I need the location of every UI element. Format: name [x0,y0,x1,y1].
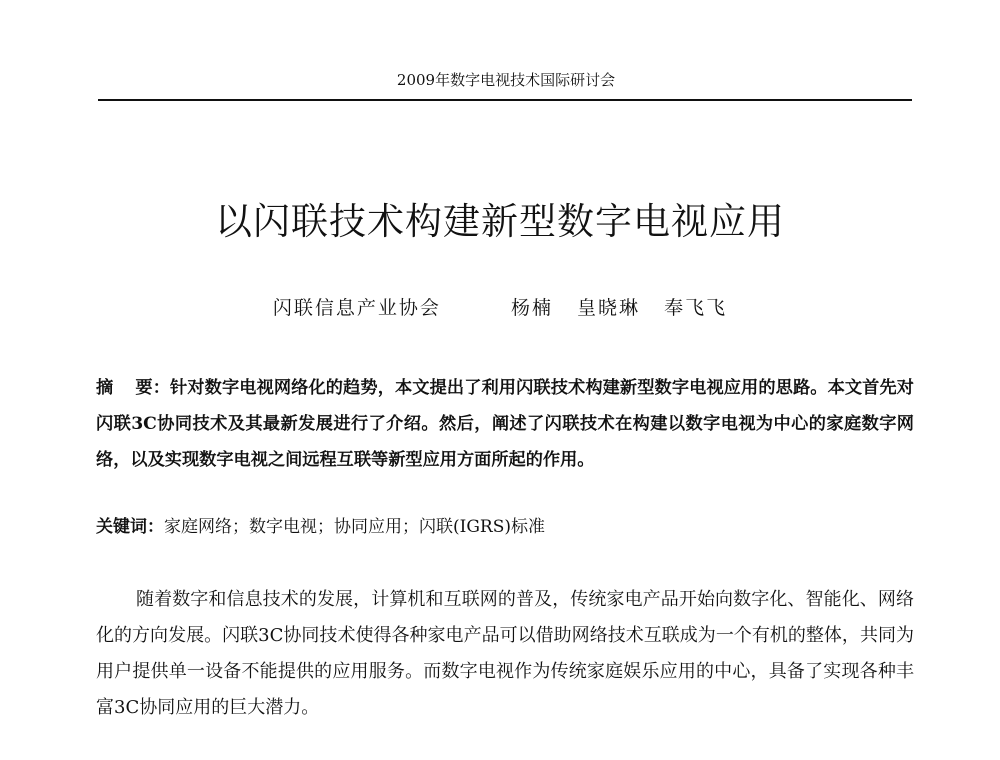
keywords [96,513,914,541]
abstract-label-part1: 摘 [96,378,114,398]
author-name: 杨楠 [510,297,553,319]
body-paragraph: 随着数字和信息技术的发展，计算机和互联网的普及，传统家电产品开始向数字化、智能化、网络化的方向发展。闪联3C协同技术使得各种家电产品可以借助网络技术互联成为一个有机的整体，共同为用户提供单一设备不能提供的应用服务。而数字电视作为传统家庭娱乐应用的中心，具备了实现各种丰富3C协同应用的巨大潜力。 [96,589,914,718]
running-header: 2009年数字电视技术国际研讨会 [396,71,616,89]
author-name: 奉飞飞 [664,297,728,319]
author-line [60,294,940,322]
abstract-label-part2: 要： [135,378,171,398]
keywords-label: 关键词： [96,517,164,537]
keywords-text: 家庭网络；数字电视；协同应用；闪联(IGRS)标准 [164,517,546,537]
header-rule [98,99,912,101]
abstract-label [96,378,170,398]
author-organization: 闪联信息产业协会 [272,297,441,319]
abstract-text: 针对数字电视网络化的趋势，本文提出了利用闪联技术构建新型数字电视应用的思路。本文首先对闪联3C协同技术及其最新发展进行了介绍。然后，阐述了闪联技术在构建以数字电视为中心的家庭数字网络，以及实现数字电视之间远程互联等新型应用方面所起的作用。 [96,378,914,470]
abstract [96,370,914,478]
author-name: 皇晓琳 [577,297,641,319]
paper-title: 以闪联技术构建新型数字电视应用 [215,200,785,243]
